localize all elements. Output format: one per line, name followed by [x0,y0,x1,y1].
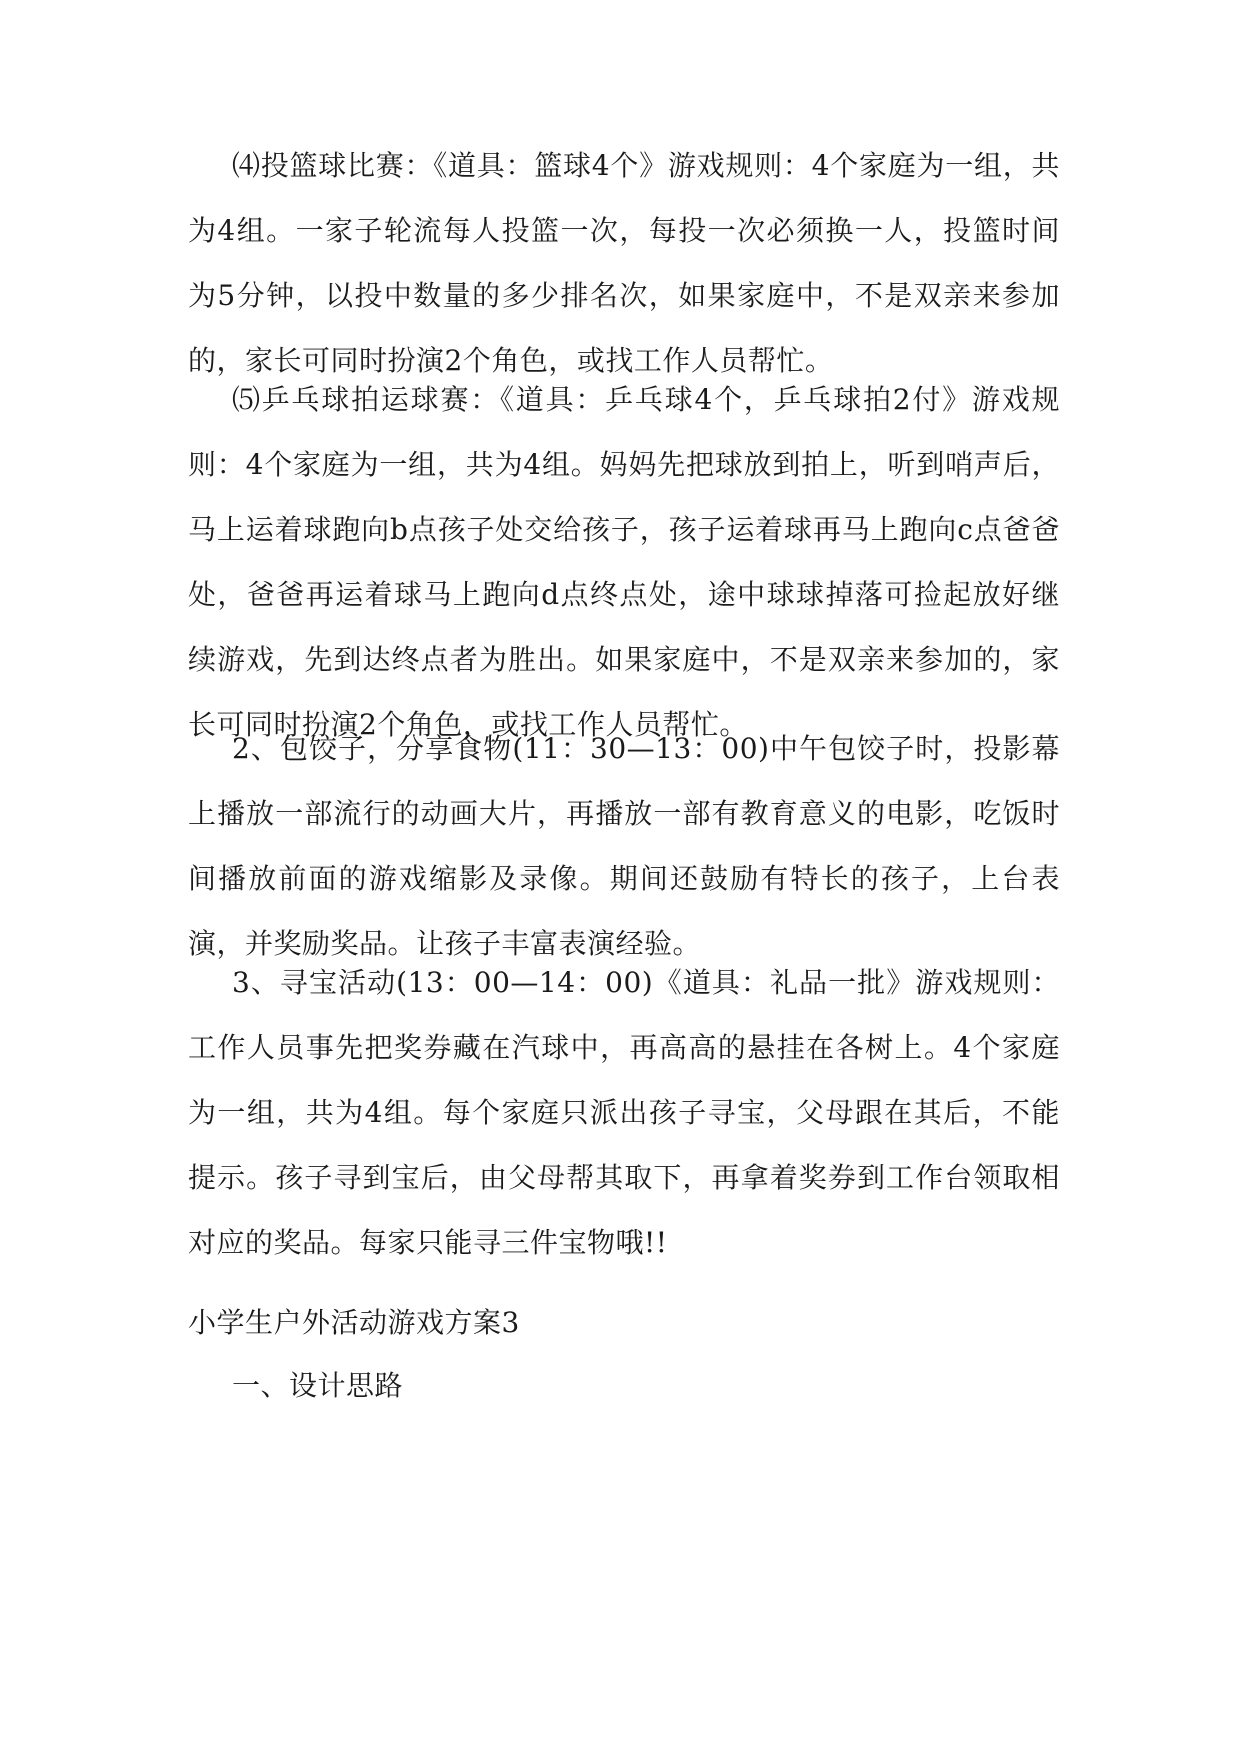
paragraph-treasure-hunt: 3、寻宝活动(13：00—14：00)《道具：礼品一批》游戏规则：工作人员事先把奖券藏在汽球中，再高高的悬挂在各树上。4个家庭为一组，共为4组。每个家庭只派出孩子寻宝，父母跟在其后，不能提示。孩子寻到宝后，由父母帮其取下，再拿着奖券到工作台领取相对应的奖品。每家只能寻三件宝物哦!! [188,966,1060,1259]
section-title: 小学生户外活动游戏方案3 [188,1306,520,1339]
paragraph-pingpong-relay: ⑸乒乓球拍运球赛：《道具：乒乓球4个，乒乓球拍2付》游戏规则：4个家庭为一组，共为4组。妈妈先把球放到拍上，听到哨声后，马上运着球跑向b点孩子处交给孩子，孩子运着球再马上跑向c点爸爸处，爸爸再运着球马上跑向d点终点处，途中球球掉落可捡起放好继续游戏，先到达终点者为胜出。如果家庭中，不是双亲来参加的，家长可同时扮演2个角色，或找工作人员帮忙。 [188,383,1060,741]
paragraph-dumplings: 2、包饺子，分享食物(11：30—13：00)中午包饺子时，投影幕上播放一部流行的动画大片，再播放一部有教育意义的电影，吃饭时间播放前面的游戏缩影及录像。期间还鼓励有特长的孩子，上台表演，并奖励奖品。让孩子丰富表演经验。 [188,732,1060,960]
subsection-title: 一、设计思路 [232,1369,404,1402]
paragraph-basketball-game: ⑷投篮球比赛：《道具：篮球4个》游戏规则：4个家庭为一组，共为4组。一家子轮流每人投篮一次，每投一次必须换一人，投篮时间为5分钟，以投中数量的多少排名次，如果家庭中，不是双亲来参加的，家长可同时扮演2个角色，或找工作人员帮忙。 [188,149,1060,377]
